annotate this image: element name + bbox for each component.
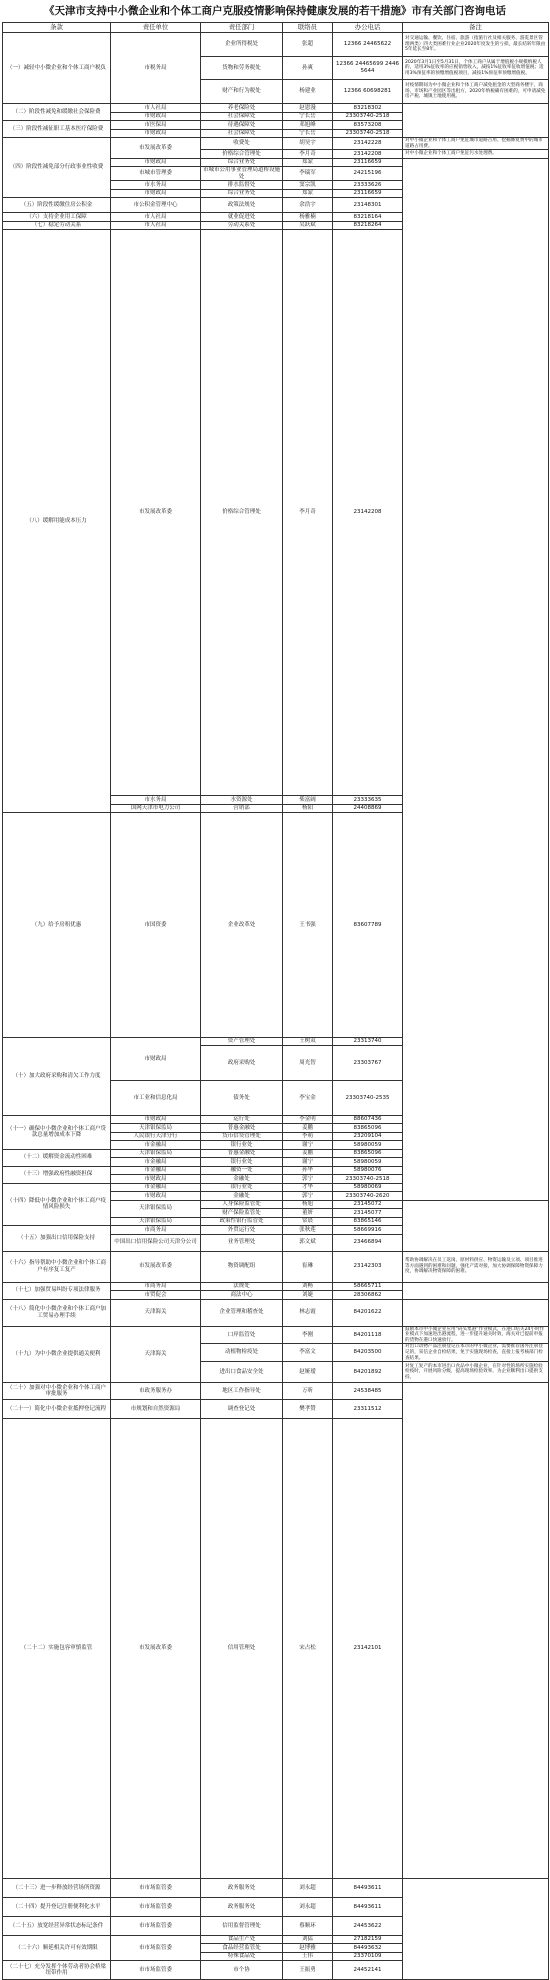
table-cell: （十四）降低中小微企业和个体工商户疫情风险损失	[3, 1183, 111, 1226]
table-cell: 83865096	[333, 1124, 403, 1133]
table-row	[3, 1299, 549, 1326]
table-cell: （三）阶段性减征职工基本医疗保险费	[3, 121, 111, 138]
table-cell: 信用监督管理处	[201, 1916, 283, 1935]
table-cell: 物资调配组	[201, 1251, 283, 1282]
table-cell: （十）加大政府采购和清欠工作力度	[3, 1037, 111, 1115]
table-cell: 58669916	[333, 1226, 403, 1235]
table-cell: 李富文	[283, 1344, 333, 1362]
table-cell: 天津银保监局	[111, 1149, 201, 1158]
remark-cell: 对复工复产的本市进出口食品中小微企业，在针对性的场所实施检验检疫时，开展风险分级，提高现场检验效率，为企业顺利出口提供支持。	[403, 1362, 549, 1383]
header-phone: 办公电话	[333, 23, 403, 33]
table-cell: 综合业务处	[201, 189, 283, 198]
table-cell: 83865146	[333, 1217, 403, 1226]
table-cell: 万昕	[283, 1383, 333, 1400]
table-cell: 杨雅楠	[283, 213, 333, 222]
table-cell: 法规处	[201, 1282, 283, 1291]
table-cell: 24452141	[333, 1961, 403, 1980]
table-cell: 价格综合管理处	[201, 230, 283, 796]
table-cell: （二十七）充分发挥个体劳动者协会桥梁纽带作用	[3, 1961, 111, 1980]
table-cell: 市金融局	[111, 1141, 201, 1150]
table-cell: 养老保险处	[201, 104, 283, 113]
table-cell: 谢宁	[283, 1158, 333, 1167]
table-cell: 23333626	[333, 181, 403, 190]
table-cell	[403, 158, 549, 1200]
table-cell: （十八）简化中小微企业和个体工商户加工贸易办理手续	[3, 1299, 111, 1326]
table-cell: （二十一）简化中小微企业抵押登记流程	[3, 1400, 111, 1419]
table-cell: 23142228	[333, 138, 403, 150]
table-cell: 市城市管理委	[111, 167, 201, 181]
table-cell: 调查登记处	[201, 1400, 283, 1419]
table-cell: 信用管理处	[201, 1419, 283, 1879]
table-cell: 市财政局	[111, 1192, 201, 1201]
table-cell: 融资一处	[201, 1166, 283, 1175]
table-row	[3, 1282, 549, 1291]
table-cell: 食品生产处	[201, 1935, 283, 1944]
table-cell: 市城市公用事业管理局道桥设施处	[201, 167, 283, 181]
table-cell: 市水务局	[111, 796, 201, 805]
table-cell: 人身保险监管处	[201, 1200, 283, 1209]
table-cell: 人民银行天津分行	[111, 1132, 201, 1141]
table-cell: 84201892	[333, 1362, 403, 1383]
table-cell: 金融处	[201, 1175, 283, 1184]
table-cell: 就业促进处	[201, 213, 283, 222]
table-cell: 郭宁	[283, 1175, 333, 1184]
table-cell: 杨建业	[283, 80, 333, 104]
table-cell: 杨阳	[283, 804, 333, 813]
table-cell	[403, 1383, 549, 1879]
table-cell: 市市场监管委	[111, 1897, 201, 1916]
table-cell: 姜鹏	[283, 1124, 333, 1133]
header-unit: 责任单位	[111, 23, 201, 33]
header-department: 责任部门	[201, 23, 283, 33]
table-row	[3, 1383, 549, 1400]
table-cell: 84201118	[333, 1326, 403, 1344]
table-cell: 企业所得税处	[201, 33, 283, 57]
table-cell: 赵娅瑷	[283, 1362, 333, 1383]
table-cell: 84201622	[333, 1299, 403, 1326]
table-cell: 83573208	[333, 121, 403, 130]
table-cell: 市政务服务办	[111, 1383, 201, 1400]
table-cell: 债务处	[201, 1080, 283, 1115]
table-cell: 郑蒙	[283, 189, 333, 198]
table-cell: （十五）加强出口信用保险支持	[3, 1226, 111, 1252]
table-row	[3, 1326, 549, 1344]
table-cell: 李月奇	[283, 230, 333, 796]
table-cell: 郭宁	[283, 1192, 333, 1201]
table-cell: （五）阶段性缓缴住房公积金	[3, 198, 111, 213]
table-cell: 天津银保监局	[111, 1217, 201, 1226]
table-cell: 27182159	[333, 1935, 403, 1944]
table-cell: 58980059	[333, 1141, 403, 1150]
table-cell: 刘永超	[283, 1897, 333, 1916]
table-cell: 李萌	[283, 1132, 333, 1141]
table-cell: 财产和行为税处	[201, 80, 283, 104]
table-cell: 市工业和信息化局	[111, 1080, 201, 1115]
table-cell: 市发展改革委	[111, 1419, 201, 1879]
table-cell: （二十二）实施包容审慎监管	[3, 1419, 111, 1879]
table-cell: 23148301	[333, 198, 403, 213]
table-cell: 崔琳	[283, 1251, 333, 1282]
remark-cell: 对出口动物产品注册登记在本市的中小微企业，需要推荐国外注册登记的，采信企业自检结果，免于实施现场检查，直接上报考核部门检查结果。	[403, 1344, 549, 1362]
table-cell: 宁长岳	[283, 129, 333, 138]
table-cell: 市医保局	[111, 121, 201, 130]
table-cell: 财产保险监管处	[201, 1209, 283, 1218]
table-cell: 周光智	[283, 1046, 333, 1081]
table-cell: 市税务局	[111, 33, 201, 104]
table-row	[3, 1251, 549, 1282]
table-cell: 24215196	[333, 167, 403, 181]
table-cell: 政策法规处	[201, 198, 283, 213]
table-cell: 普惠金融处	[201, 1149, 283, 1158]
table-cell: 进出口食品安全处	[201, 1362, 283, 1383]
table-cell: 83607789	[333, 813, 403, 1038]
table-cell: 市发展改革委	[111, 138, 201, 159]
table-header-row	[3, 23, 549, 33]
remark-cell: 鼓励本市中小微企业应用“码头集港”作业模式，在港口结关24小时作业模式下加速进出港流程，进一步提升通关时效，海关对已提前申报的货物在港口快速放行。	[403, 1326, 549, 1344]
table-cell: （四）阶段性减免部分行政事业性收费	[3, 138, 111, 198]
table-cell: 董妍	[283, 1209, 333, 1218]
remark-cell: 对疫情期间为中小微企业和个体工商户减免租金的大型商务楼宇、商场、市场和产业园区等出租方，2020年纳税确有困难的，可申请减免房产税、城镇土地使用税。	[403, 80, 549, 104]
table-cell: 货物和劳务税处	[201, 56, 283, 80]
table-cell: 水资源处	[201, 796, 283, 805]
remark-cell: 对中小微企业和个体工商户免征城市道路占用、挖掘修复费中的城市道路占用费。	[403, 138, 549, 150]
table-cell: 58665711	[333, 1282, 403, 1291]
table-cell: 李月奇	[283, 150, 333, 159]
table-cell: 邓旭峰	[283, 121, 333, 130]
table-cell: 市贸促会	[111, 1291, 201, 1300]
table-cell: 谢宁	[283, 1141, 333, 1150]
table-cell: 天津海关	[111, 1299, 201, 1326]
table-cell: 货币信贷管理处	[201, 1132, 283, 1141]
table-cell: 郭文斌	[283, 1234, 333, 1251]
table-cell: （二十三）进一步释放经营场所资源	[3, 1878, 111, 1897]
remark-cell: 2020年3月1日至5月31日，个体工商户从属于增值税小规模纳税人的，适用3%征收率的应税销售收入，减按1%征收率征收增值税；适用3%预征率的预缴增值税项目，减按1%预征率预缴增值税。	[403, 56, 549, 80]
table-cell: 普惠金融处	[201, 1124, 283, 1133]
table-cell: 林志霞	[283, 1299, 333, 1326]
table-cell: （十三）增强政府性融资担保	[3, 1166, 111, 1183]
table-cell: 待遇保障处	[201, 121, 283, 130]
table-cell: 市国资委	[111, 813, 201, 1038]
table-cell: 市水务局	[111, 181, 201, 190]
table-cell: 运行处	[201, 1115, 283, 1124]
table-cell: 食品经营监管处	[201, 1944, 283, 1953]
table-cell: 市金融局	[111, 1183, 201, 1192]
table-cell: 84493632	[333, 1944, 403, 1953]
table-cell: 市财政局	[111, 158, 201, 167]
table-cell: 杨旭	[283, 1200, 333, 1209]
table-cell: 李瑞军	[283, 167, 333, 181]
table-cell: 宁长岳	[283, 112, 333, 121]
table-cell: 赵恩漫	[283, 104, 333, 113]
table-cell: 23116659	[333, 158, 403, 167]
table-cell: 吴跃斌	[283, 221, 333, 230]
table-cell: 市发展改革委	[111, 230, 201, 796]
table-cell: （十六）指导帮助中小微企业和个体工商户有序复工复产	[3, 1251, 111, 1282]
table-cell: 83865096	[333, 1149, 403, 1158]
table-cell: 市人社局	[111, 104, 201, 113]
table-cell: 84493611	[333, 1897, 403, 1916]
table-cell: 23209104	[333, 1132, 403, 1141]
table-cell: 政务服务处	[201, 1878, 283, 1897]
table-cell: 业务管理处	[201, 1234, 283, 1251]
table-cell	[403, 1878, 549, 1980]
table-cell	[403, 1282, 549, 1299]
table-cell: 王树双	[283, 1037, 333, 1046]
table-cell: 23303740-2518	[333, 1175, 403, 1184]
table-cell: 28306862	[333, 1291, 403, 1300]
table-cell: 综合业务处	[201, 158, 283, 167]
table-cell: 李宝金	[283, 1080, 333, 1115]
table-cell: 窦宗凯	[283, 181, 333, 190]
table-cell: （二十）加强对中小微企业和个体工商户审批服务	[3, 1383, 111, 1400]
table-cell: 刘永超	[283, 1878, 333, 1897]
table-cell: 樊孝赞	[283, 1400, 333, 1419]
table-cell: 社会保障处	[201, 112, 283, 121]
table-cell: （二十四）提升登记注册便利化水平	[3, 1897, 111, 1916]
table-cell: （二十六）顺延相关许可有效期限	[3, 1935, 111, 1961]
table-cell: 市财政局	[111, 1037, 201, 1080]
table-cell: 胡昊宇	[283, 138, 333, 150]
table-cell: 政府采购处	[201, 1046, 283, 1081]
table-cell: 市金融局	[111, 1166, 201, 1175]
table-cell: 23116659	[333, 189, 403, 198]
table-cell: 商法中心	[201, 1291, 283, 1300]
table-cell: 姜鹏	[283, 1149, 333, 1158]
remark-cell: 对中小微企业和个体工商户免征污水处理费。	[403, 150, 549, 159]
table-cell: 张超	[283, 33, 333, 57]
table-cell: （七）稳定劳动关系	[3, 221, 111, 230]
table-cell: 刘猛	[283, 1935, 333, 1944]
table-cell: 23303767	[333, 1046, 403, 1081]
table-cell: 动植物检疫处	[201, 1344, 283, 1362]
table-cell: （一）减轻中小微企业和个体工商户税负	[3, 33, 111, 104]
table-cell: 市财政局	[111, 1175, 201, 1184]
header-remarks: 备注	[403, 23, 549, 33]
table-cell: 23333635	[333, 796, 403, 805]
table-cell: 市市场监管委	[111, 1961, 201, 1980]
table-cell: 赵博雅	[283, 1944, 333, 1953]
table-cell: 12366 60698281	[333, 80, 403, 104]
table-cell: 市财政局	[111, 129, 201, 138]
table-cell: 23466894	[333, 1234, 403, 1251]
table-cell: 84493611	[333, 1878, 403, 1897]
table-cell: 市市场监管委	[111, 1935, 201, 1961]
table-cell: 23142303	[333, 1251, 403, 1282]
table-row	[3, 1226, 549, 1235]
table-cell: 银行业处	[201, 1158, 283, 1167]
table-cell: 天津银保监局	[111, 1200, 201, 1217]
table-cell: 刘畅	[283, 1282, 333, 1291]
table-cell: 地区工作指导处	[201, 1383, 283, 1400]
table-cell: 24538485	[333, 1383, 403, 1400]
table-row	[3, 1878, 549, 1897]
table-cell: 孙爽	[283, 56, 333, 80]
table-cell: 营销部	[201, 804, 283, 813]
table-cell: 价格综合管理处	[201, 150, 283, 159]
table-cell: 金融处	[201, 1192, 283, 1201]
table-cell: 83218264	[333, 221, 403, 230]
table-row	[3, 104, 549, 113]
table-cell: 市商务局	[111, 1282, 201, 1291]
table-cell: 政策性银行监管处	[201, 1217, 283, 1226]
table-cell: 市市场监管委	[111, 1878, 201, 1897]
table-cell: 24453622	[333, 1916, 403, 1935]
table-cell: 柴富阔	[283, 796, 333, 805]
table-cell: 58980069	[333, 1183, 403, 1192]
table-cell: 12366 24465622	[333, 33, 403, 57]
table-cell: 83218302	[333, 104, 403, 113]
table-cell: （二十五）放宽经营异常状态标记条件	[3, 1916, 111, 1935]
table-cell: 23370109	[333, 1952, 403, 1961]
table-cell: （十二）缓解资金流动性困难	[3, 1149, 111, 1166]
table-cell: （八）缓解用能成本压力	[3, 230, 111, 813]
table-cell: 余浩宇	[283, 198, 333, 213]
table-cell: （九）给予房租优惠	[3, 813, 111, 1038]
table-cell: 58980059	[333, 1158, 403, 1167]
table-cell: 23303740-2518	[333, 129, 403, 138]
table-cell: 口岸监管处	[201, 1326, 283, 1344]
page-title: 《天津市支持中小微企业和个体工商户克服疫情影响保持健康发展的若干措施》市有关部门咨询电话	[44, 5, 506, 17]
table-cell: 蔡顺环	[283, 1916, 333, 1935]
table-cell: 23311512	[333, 1400, 403, 1419]
table-cell: 社会保障处	[201, 129, 283, 138]
table-cell: 市金融局	[111, 1158, 201, 1167]
table-cell: 市规划和自然资源局	[111, 1400, 201, 1419]
table-cell: 市市场监管委	[111, 1916, 201, 1935]
contact-table	[2, 22, 549, 1980]
table-cell: 才华	[283, 1183, 333, 1192]
table-cell: 23313740	[333, 1037, 403, 1046]
table-cell: 市个协	[201, 1961, 283, 1980]
table-cell: 23142208	[333, 150, 403, 159]
table-cell: 资产管理处	[201, 1037, 283, 1046]
table-cell: 24408869	[333, 804, 403, 813]
table-cell: 23142208	[333, 230, 403, 796]
table-cell: 常晨	[283, 1217, 333, 1226]
table-cell: 中国出口信用保险公司天津分公司	[111, 1234, 201, 1251]
table-cell: （二）阶段性减免和缓缴社会保险费	[3, 104, 111, 121]
table-cell: 政务服务处	[201, 1897, 283, 1916]
table-cell: 23303740-2535	[333, 1080, 403, 1115]
table-cell: 银行业处	[201, 1141, 283, 1150]
table-cell: （十一）确保中小微企业和个体工商户贷款总量增加成本下降	[3, 1115, 111, 1149]
table-cell: 国网天津市电力公司	[111, 804, 201, 813]
table-cell: 李刚	[283, 1326, 333, 1344]
table-cell: （六）支持企业用工保障	[3, 213, 111, 222]
table-cell: 特殊食品处	[201, 1952, 283, 1961]
table-cell: （十九）为中小微企业提供通关便利	[3, 1326, 111, 1383]
table-cell: （十七）加强贸易纠纷专项法律服务	[3, 1282, 111, 1299]
table-cell: 外贸运行处	[201, 1226, 283, 1235]
table-cell: 收费处	[201, 138, 283, 150]
table-cell: 83218164	[333, 213, 403, 222]
table-cell: 王伟	[283, 1952, 333, 1961]
table-cell: 市发展改革委	[111, 1251, 201, 1282]
table-cell: 劳动关系处	[201, 221, 283, 230]
table-cell: 23303740-2620	[333, 1192, 403, 1201]
table-row	[3, 33, 549, 57]
table-cell: 88607436	[333, 1115, 403, 1124]
table-cell: 王振勇	[283, 1961, 333, 1980]
table-cell: 天津海关	[111, 1326, 201, 1383]
table-cell: 天津银保监局	[111, 1124, 201, 1133]
table-cell	[403, 1299, 549, 1326]
table-cell: 58980076	[333, 1166, 403, 1175]
header-clause: 条款	[3, 23, 111, 33]
header-contact: 联络员	[283, 23, 333, 33]
remark-cell: 对交通运输、餐饮、住宿、旅游（指旅行社及相关服务、游览景区管理两类）四大类困难行业企业2020年度发生的亏损，最长结转年限由5年延长至8年。	[403, 33, 549, 57]
table-cell: 孙华	[283, 1166, 333, 1175]
table-cell: 市财政局	[111, 189, 201, 198]
table-cell: 市公积金管理中心	[111, 198, 201, 213]
remark-cell: 帮助协调解决在员工返岗、原材料供应、物资运输及立项、项目推进等方面遇到的困难和问题，强化产需对接，加大协调保障物资保障力度，协调解决物资保障的困难。	[403, 1251, 549, 1282]
table-cell: 23303740-2518	[333, 112, 403, 121]
table-cell: 23145072	[333, 1200, 403, 1209]
table-row	[3, 138, 549, 150]
table-cell: 市人社局	[111, 221, 201, 230]
table-cell: 银行业处	[201, 1183, 283, 1192]
table-body	[3, 33, 549, 1980]
table-cell: 企业管理和稽查处	[201, 1299, 283, 1326]
table-cell: 市财政局	[111, 1115, 201, 1124]
table-cell: 张秋莲	[283, 1226, 333, 1235]
table-cell: 李金明	[283, 1115, 333, 1124]
table-cell: 王书强	[283, 813, 333, 1038]
table-cell: 12366 24465699 24465644	[333, 56, 403, 80]
table-cell: 市财政局	[111, 112, 201, 121]
table-cell: 排水监督处	[201, 181, 283, 190]
table-cell: 郑蒙	[283, 158, 333, 167]
table-cell: 84203500	[333, 1344, 403, 1362]
table-cell: 23145077	[333, 1209, 403, 1218]
table-cell: 市人社局	[111, 213, 201, 222]
table-cell: 23142101	[333, 1419, 403, 1879]
table-cell: 宋占松	[283, 1419, 333, 1879]
table-cell	[403, 104, 549, 138]
table-cell: 企业改革处	[201, 813, 283, 1038]
table-cell: 市商务局	[111, 1226, 201, 1235]
table-cell: 刘婕	[283, 1291, 333, 1300]
